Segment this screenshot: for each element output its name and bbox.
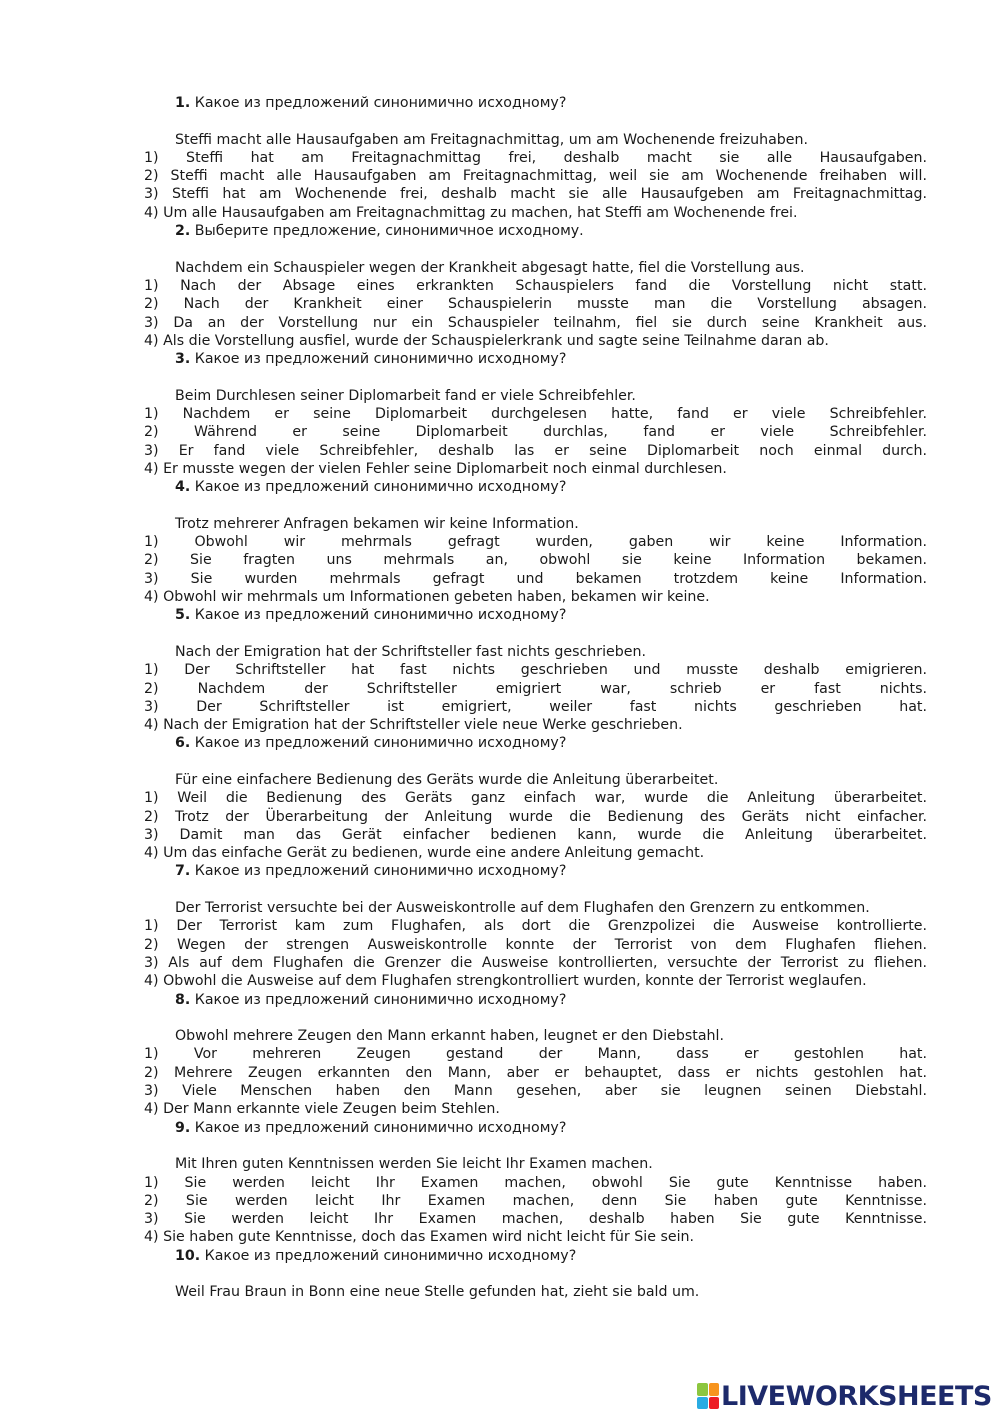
answer-option[interactable]: 3) Sie wurden mehrmals gefragt und bekamen trotzdem keine Information. [144, 570, 927, 587]
question-number: 9. [175, 1119, 191, 1136]
source-sentence: Beim Durchlesen seiner Diplomarbeit fand er viele Schreibfehler. [175, 387, 636, 404]
question-prompt-text: Какое из предложений синонимично исходному? [194, 735, 567, 752]
question-prompt [144, 734, 927, 752]
answer-option[interactable]: 3) Steffi hat am Wochenende frei, deshalb macht sie alle Hausaufgeben am Freitagnachmittag. [144, 186, 927, 203]
answer-option[interactable]: 4) Der Mann erkannte viele Zeugen beim Stehlen. [144, 1101, 500, 1118]
question-prompt-text: Какое из предложений синонимично исходному? [194, 863, 567, 880]
question-number: 10. [175, 1247, 201, 1264]
answer-option[interactable]: 2) Mehrere Zeugen erkannten den Mann, aber er behauptet, dass er nichts gestohlen hat. [144, 1064, 927, 1081]
answer-option[interactable]: 2) Wegen der strengen Ausweiskontrolle konnte der Terrorist von dem Flughafen fliehen. [144, 936, 927, 953]
question-block [144, 606, 927, 734]
answer-option[interactable]: 4) Obwohl die Ausweise auf dem Flughafen strengkontrolliert wurden, konnte der Terrorist weglaufen. [144, 973, 867, 990]
questions-list [144, 94, 927, 1302]
answer-option[interactable]: 4) Sie haben gute Kenntnisse, doch das Examen wird nicht leicht für Sie sein. [144, 1229, 695, 1246]
question-block [144, 991, 927, 1119]
answer-option[interactable]: 4) Als die Vorstellung ausfiel, wurde der Schauspielerkrank und sagte seine Teilnahme daran ab. [144, 332, 829, 349]
answer-option[interactable]: 1) Sie werden leicht Ihr Examen machen, obwohl Sie gute Kenntnisse haben. [144, 1174, 927, 1191]
question-prompt-text: Какое из предложений синонимично исходному? [194, 479, 567, 496]
question-prompt [144, 1247, 927, 1265]
answer-option[interactable]: 2) Trotz der Überarbeitung der Anleitung wurde die Bedienung des Geräts nicht einfacher. [144, 808, 927, 825]
question-prompt-text: Выберите предложение, синонимичное исходному. [194, 223, 584, 240]
liveworksheets-logo-icon [697, 1383, 719, 1409]
question-block [144, 222, 927, 350]
question-prompt-text: Какое из предложений синонимично исходному? [194, 351, 567, 368]
answer-option[interactable]: 2) Nach der Krankheit einer Schauspielerin musste man die Vorstellung absagen. [144, 296, 927, 313]
source-sentence: Für eine einfachere Bedienung des Geräts wurde die Anleitung überarbeitet. [175, 771, 719, 788]
answer-option[interactable]: 1) Weil die Bedienung des Geräts ganz einfach war, wurde die Anleitung überarbeitet. [144, 790, 927, 807]
question-number: 6. [175, 735, 191, 752]
question-prompt-text: Какое из предложений синонимично исходному? [194, 607, 567, 624]
question-prompt-text: Какое из предложений синонимично исходному? [194, 1119, 567, 1136]
answer-option[interactable]: 1) Nachdem er seine Diplomarbeit durchgelesen hatte, fand er viele Schreibfehler. [144, 406, 927, 423]
spacer [144, 1137, 927, 1155]
answer-option[interactable]: 1) Der Schriftsteller hat fast nichts geschrieben und musste deshalb emigrieren. [144, 662, 927, 679]
answer-option[interactable]: 4) Um das einfache Gerät zu bedienen, wurde eine andere Anleitung gemacht. [144, 845, 705, 862]
spacer [144, 497, 927, 515]
question-block [144, 734, 927, 862]
question-prompt-text: Какое из предложений синонимично исходному? [194, 95, 567, 111]
source-sentence: Weil Frau Braun in Bonn eine neue Stelle gefunden hat, zieht sie bald um. [175, 1284, 700, 1301]
spacer [144, 881, 927, 899]
answer-option[interactable]: 3) Da an der Vorstellung nur ein Schauspieler teilnahm, fiel sie durch seine Krankheit aus. [144, 314, 927, 331]
question-prompt [144, 991, 927, 1009]
question-prompt [144, 862, 927, 880]
question-number: 3. [175, 351, 191, 368]
question-prompt [144, 1119, 927, 1137]
answer-option[interactable]: 1) Obwohl wir mehrmals gefragt wurden, gaben wir keine Information. [144, 534, 927, 551]
answer-option[interactable]: 2) Sie fragten uns mehrmals an, obwohl sie keine Information bekamen. [144, 552, 927, 569]
question-number: 2. [175, 223, 191, 240]
question-prompt [144, 606, 927, 624]
spacer [144, 1009, 927, 1027]
answer-option[interactable]: 1) Nach der Absage eines erkrankten Schauspielers fand die Vorstellung nicht statt. [144, 277, 927, 294]
answer-option[interactable]: 2) Steffi macht alle Hausaufgaben am Freitagnachmittag, weil sie am Wochenende freihaben will. [144, 168, 927, 185]
question-prompt [144, 478, 927, 496]
question-block [144, 1119, 927, 1247]
spacer [144, 112, 927, 130]
source-sentence: Nachdem ein Schauspieler wegen der Krankheit abgesagt hatte, fiel die Vorstellung aus. [175, 259, 805, 276]
source-sentence: Trotz mehrerer Anfragen bekamen wir keine Information. [175, 515, 579, 532]
answer-option[interactable]: 3) Sie werden leicht Ihr Examen machen, deshalb haben Sie gute Kenntnisse. [144, 1211, 927, 1228]
question-block [144, 94, 927, 222]
question-block [144, 1247, 927, 1302]
liveworksheets-logo[interactable] [697, 1381, 992, 1411]
question-number: 4. [175, 479, 191, 496]
question-number: 1. [175, 95, 191, 111]
answer-option[interactable]: 3) Damit man das Gerät einfacher bedienen kann, wurde die Anleitung überarbeitet. [144, 826, 927, 843]
answer-option[interactable]: 4) Nach der Emigration hat der Schriftsteller viele neue Werke geschrieben. [144, 717, 683, 734]
answer-option[interactable]: 4) Obwohl wir mehrmals um Informationen gebeten haben, bekamen wir keine. [144, 589, 710, 606]
source-sentence: Nach der Emigration hat der Schriftsteller fast nichts geschrieben. [175, 643, 646, 660]
spacer [144, 1265, 927, 1283]
source-sentence: Steffi macht alle Hausaufgaben am Freitagnachmittag, um am Wochenende freizuhaben. [175, 131, 809, 148]
answer-option[interactable]: 2) Während er seine Diplomarbeit durchlas, fand er viele Schreibfehler. [144, 424, 927, 441]
question-number: 8. [175, 991, 191, 1008]
answer-option[interactable]: 1) Vor mehreren Zeugen gestand der Mann, dass er gestohlen hat. [144, 1046, 927, 1063]
answer-option[interactable]: 2) Nachdem der Schriftsteller emigriert war, schrieb er fast nichts. [144, 680, 927, 697]
answer-option[interactable]: 2) Sie werden leicht Ihr Examen machen, denn Sie haben gute Kenntnisse. [144, 1192, 927, 1209]
spacer [144, 368, 927, 386]
question-block [144, 862, 927, 990]
answer-option[interactable]: 3) Er fand viele Schreibfehler, deshalb las er seine Diplomarbeit noch einmal durch. [144, 442, 927, 459]
question-number: 5. [175, 607, 191, 624]
source-sentence: Der Terrorist versuchte bei der Ausweiskontrolle auf dem Flughafen den Grenzern zu entkommen. [175, 900, 870, 917]
answer-option[interactable]: 3) Der Schriftsteller ist emigriert, weiler fast nichts geschrieben hat. [144, 698, 927, 715]
spacer [144, 240, 927, 258]
question-block [144, 350, 927, 478]
answer-option[interactable]: 4) Er musste wegen der vielen Fehler seine Diplomarbeit noch einmal durchlesen. [144, 460, 727, 477]
answer-option[interactable]: 4) Um alle Hausaufgaben am Freitagnachmittag zu machen, hat Steffi am Wochenende frei. [144, 204, 798, 221]
question-prompt-text: Какое из предложений синонимично исходному? [194, 991, 567, 1008]
question-prompt [144, 94, 927, 112]
source-sentence: Obwohl mehrere Zeugen den Mann erkannt haben, leugnet er den Diebstahl. [175, 1028, 724, 1045]
question-prompt [144, 350, 927, 368]
spacer [144, 753, 927, 771]
answer-option[interactable]: 1) Der Terrorist kam zum Flughafen, als dort die Grenzpolizei die Ausweise kontrollierte. [144, 918, 927, 935]
answer-option[interactable]: 3) Als auf dem Flughafen die Grenzer die Ausweise kontrollierten, versuchte der Terrorist zu fliehen. [144, 954, 927, 971]
logo-text: LIVEWORKSHEETS [721, 1380, 992, 1412]
source-sentence: Mit Ihren guten Kenntnissen werden Sie leicht Ihr Examen machen. [175, 1156, 653, 1173]
answer-option[interactable]: 3) Viele Menschen haben den Mann gesehen, aber sie leugnen seinen Diebstahl. [144, 1083, 927, 1100]
question-prompt-text: Какое из предложений синонимично исходному? [204, 1247, 577, 1264]
answer-option[interactable]: 1) Steffi hat am Freitagnachmittag frei, deshalb macht sie alle Hausaufgaben. [144, 149, 927, 166]
spacer [144, 625, 927, 643]
question-block [144, 478, 927, 606]
question-number: 7. [175, 863, 191, 880]
question-prompt [144, 222, 927, 240]
